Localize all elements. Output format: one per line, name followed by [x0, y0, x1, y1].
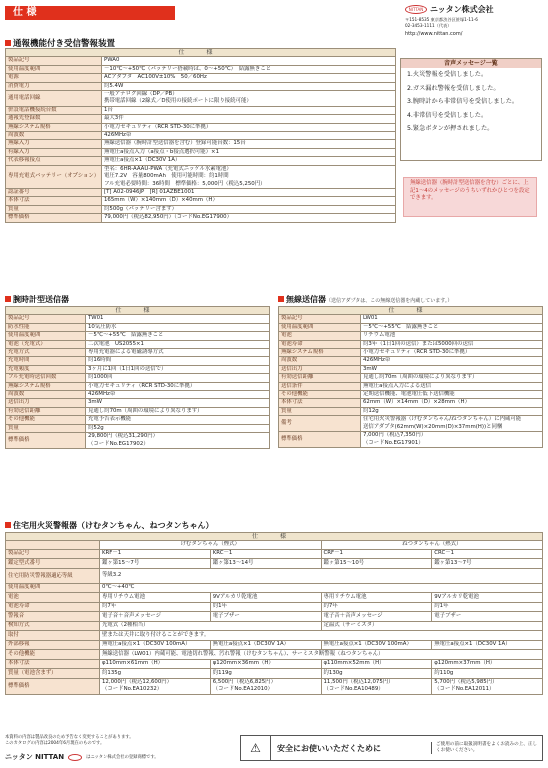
company-address-2: 02-3453-1111（代表） — [405, 23, 452, 28]
spec1-value: 約5.4W — [102, 82, 396, 90]
alarm-spec-value: CRC－1 — [432, 549, 543, 559]
alarm-spec-label: 取付 — [6, 631, 100, 641]
spec2-value: 3mW — [86, 399, 270, 407]
spec1-row — [6, 74, 396, 82]
alarm-spec-value: φ120mm×37mm（H） — [432, 659, 543, 669]
spec2-label: フル充電時送信回数 — [6, 374, 86, 382]
alarm-spec-value: 等級3.2 — [100, 568, 543, 583]
alarm-spec-label: 使用温度範囲 — [6, 583, 100, 593]
alarm-spec-value: 壁または天井に取り付けることができます。 — [100, 631, 543, 641]
spec1-value: 165mm（W）×140mm（D）×40mm（H） — [102, 197, 396, 205]
group-header-smoke: けむタンちゃん（煙式） — [100, 541, 322, 549]
spec2-row — [6, 391, 270, 399]
alarm-spec-value: 約130g — [321, 669, 432, 679]
alarm-spec-value: 約135g — [100, 669, 211, 679]
spec3-row — [279, 432, 543, 448]
alarm-spec-label: 本体寸法 — [6, 659, 100, 669]
spec3-label: 無線システム規格 — [279, 349, 361, 357]
spec2-label: その他機能 — [6, 416, 86, 424]
spec2-value: 充電予告表示機能 — [86, 416, 270, 424]
spec2-label: 送信出力 — [6, 399, 86, 407]
spec3-row — [279, 399, 543, 407]
spec1-label: 周波数 — [6, 132, 102, 140]
spec3-value: 定期送信機能、電池電圧低下送信機能 — [361, 391, 543, 399]
spec1-row — [6, 188, 396, 196]
alarm-spec-value: KRC－1 — [210, 549, 321, 559]
spec2-label: 充電方式 — [6, 349, 86, 357]
spec3-label: 使用温度範囲 — [279, 323, 361, 331]
spec1-value: 無電圧a接点入力（a接点・b接点選択可能）×1 — [102, 148, 396, 156]
spec3-label: 周波数 — [279, 357, 361, 365]
alarm-spec-value: 無電圧a接点×1（DC30V 100mA） — [100, 640, 211, 650]
section3-table-header: 仕 様 — [279, 307, 543, 315]
spec2-label: 防水性能 — [6, 323, 86, 331]
spec2-value: 見通し約70m（周囲の環境により異なります） — [86, 407, 270, 415]
alarm-spec-value: 鑑ヶ第13～7号 — [432, 559, 543, 569]
alarm-spec-value: φ120mm×36mm（H） — [210, 659, 321, 669]
alarm-spec-value: KRF－1 — [100, 549, 211, 559]
alarm-spec-label: 質量（電池含まず） — [6, 669, 100, 679]
alarm-spec-value: 9Vアルカリ乾電池 — [210, 593, 321, 603]
alarm-spec-value: φ110mm×61mm（H） — [100, 659, 211, 669]
spec1-value: 小電力セキュリティ（RCR STD-30に準拠） — [102, 123, 396, 131]
spec2-row — [6, 315, 270, 323]
voice-message-item: 2.ガス漏れ警報を受信しました。 — [407, 84, 500, 92]
safety-title: 安全にお使いいただくために — [277, 743, 381, 753]
footer-note-1: 本資料の内容は製品改良のため予告なく変更することがあります。 — [5, 735, 134, 740]
alarm-spec-label: 電池寿命 — [6, 602, 100, 612]
spec2-value: TW01 — [86, 315, 270, 323]
spec1-row — [6, 197, 396, 205]
spec1-row — [6, 82, 396, 90]
spec3-label: 電池寿命 — [279, 340, 361, 348]
spec3-row — [279, 349, 543, 357]
section3-subtitle: （送信アダプタは、この無線送信器を内蔵しています。） — [326, 298, 453, 304]
spec3-row — [279, 407, 543, 415]
spec3-value: 約12g — [361, 407, 543, 415]
footer-note-2: このカタログの内容は2004年6月現在のものです。 — [5, 740, 105, 746]
spec1-row — [6, 115, 396, 123]
spec1-value: 無線送信器（腕時計型送信器を含む）登録可能台数：15台 — [102, 140, 396, 148]
spec2-row — [6, 365, 270, 373]
alarm-spec-value: φ110mm×52mm（H） — [321, 659, 432, 669]
safety-warning-icon: ⚠ — [241, 736, 271, 760]
company-logo-icon: NITTAN — [405, 5, 427, 14]
spec2-label: 周波数 — [6, 391, 86, 399]
spec1-value: 一般アナログ回線（DP／PB） 携帯電話回線（2線式／D使用の接続ポートに限り接続可能） — [102, 91, 396, 107]
section2-table-header: 仕 様 — [6, 307, 270, 315]
alarm-spec-row — [6, 678, 543, 694]
alarm-spec-value: 約119g — [210, 669, 321, 679]
group-header-heat: ねつタンちゃん（熱式） — [321, 541, 543, 549]
spec3-row — [279, 332, 543, 340]
spec1-label: 質量 — [6, 205, 102, 213]
section4-title: 住宅用火災警報器（けむタンちゃん、ねつタンちゃん） — [5, 520, 213, 531]
spec3-label: 備考 — [279, 416, 361, 432]
nittan-logo: ニッタン NITTAN — [5, 753, 65, 761]
nittan-mark-icon — [68, 754, 82, 761]
spec3-value: 426MHz帯 — [361, 357, 543, 365]
spec1-row — [6, 148, 396, 156]
safety-box — [240, 735, 543, 761]
spec2-label: 標準価格 — [6, 433, 86, 449]
spec1-label: 有線入力 — [6, 148, 102, 156]
alarm-spec-value: 専用リチウム電池 — [100, 593, 211, 603]
spec1-row — [6, 165, 396, 188]
message-list-title: 音声メッセージ一覧 — [401, 59, 541, 68]
alarm-spec-value: 6,500円（税込6,825円） （コードNo.EA12010） — [210, 678, 321, 694]
footer-logo-note: はニッタン株式会社の登録商標です。 — [86, 755, 159, 760]
alarm-spec-value: 5,700円（税込5,985円） （コードNo.EA12011） — [432, 678, 543, 694]
alarm-spec-value: CRF－1 — [321, 549, 432, 559]
alarm-spec-value: 電子ブザー — [210, 612, 321, 622]
spec2-value: 約16時間 — [86, 357, 270, 365]
alarm-spec-value: 12,000円（税込12,600円） （コードNo.EA10232） — [100, 678, 211, 694]
spec3-row — [279, 315, 543, 323]
spec2-label: 製品記号 — [6, 315, 86, 323]
spec2-value: －5℃～+55℃ 結露無きこと — [86, 332, 270, 340]
spec1-row — [6, 157, 396, 165]
alarm-spec-row — [6, 549, 543, 559]
spec2-row — [6, 349, 270, 357]
alarm-spec-label: 電池 — [6, 593, 100, 603]
page-title: 仕 様 — [13, 7, 37, 18]
alarm-spec-value: 専用リチウム電池 — [321, 593, 432, 603]
spec2-row — [6, 433, 270, 449]
spec3-value: －5℃～+55℃ 結露無きこと — [361, 323, 543, 331]
footer-notes — [5, 735, 230, 746]
spec1-row — [6, 123, 396, 131]
spec1-label: 標準価格 — [6, 214, 102, 222]
spec2-label: 無線システム規格 — [6, 382, 86, 390]
spec1-row — [6, 132, 396, 140]
spec1-row — [6, 57, 396, 65]
spec1-value: 最大3件 — [102, 115, 396, 123]
alarm-spec-label: 鑑定型式番号 — [6, 559, 100, 569]
spec3-label: 送信条件 — [279, 382, 361, 390]
spec3-label: 標準価格 — [279, 432, 361, 448]
spec1-value: 約500g（バッテリー含まず） — [102, 205, 396, 213]
spec2-value: 二次電池 US2055×1 — [86, 340, 270, 348]
alarm-spec-row — [6, 621, 543, 631]
safety-note: ご使用の前に取扱説明書をよくお読みの上、正しくお使いください。 — [431, 742, 542, 754]
spec3-value: 約3年（1日1回の送信）または5000回の送信 — [361, 340, 543, 348]
spec2-row — [6, 399, 270, 407]
spec1-label: 電源 — [6, 74, 102, 82]
spec3-row — [279, 357, 543, 365]
section3-table — [278, 306, 543, 448]
spec3-value: 62mm（W）×14mm（D）×28mm（H） — [361, 399, 543, 407]
section4-table-header: 仕 様 — [6, 533, 543, 541]
section3-title: 無線送信器（送信アダプタは、この無線送信器を内蔵しています。） — [278, 294, 452, 305]
spec2-label: 充電頻度 — [6, 365, 86, 373]
bullet-square-icon — [5, 296, 11, 302]
alarm-spec-row — [6, 659, 543, 669]
spec3-row — [279, 374, 543, 382]
spec3-label: 本体寸法 — [279, 399, 361, 407]
alarm-spec-row — [6, 612, 543, 622]
alarm-spec-value: 約1年 — [210, 602, 321, 612]
spec2-row — [6, 332, 270, 340]
alarm-spec-value: 0℃～+40℃ — [100, 583, 543, 593]
spec3-label: 製品記号 — [279, 315, 361, 323]
spec1-label: 消費電力 — [6, 82, 102, 90]
voice-message-item: 5.緊急ボタンが押されました。 — [407, 125, 494, 132]
spec1-label: 専用充電式バッテリー（オプション） — [6, 165, 102, 188]
alarm-spec-value: 約7年 — [321, 602, 432, 612]
spec2-row — [6, 424, 270, 432]
spec1-value: 426MHz帯 — [102, 132, 396, 140]
spec1-row — [6, 140, 396, 148]
spec1-label: 代表移報接点 — [6, 157, 102, 165]
alarm-spec-value: 電子音＋音声メッセージ — [100, 612, 211, 622]
spec3-row — [279, 382, 543, 390]
spec1-label: 通報先登録数 — [6, 115, 102, 123]
spec1-label: 併設電話機接続台数 — [6, 106, 102, 114]
spec1-label: 無線入力 — [6, 140, 102, 148]
alarm-spec-value: 定温式（サーミスタ） — [321, 621, 543, 631]
spec1-label: 製品記号 — [6, 57, 102, 65]
section2-table — [5, 306, 270, 449]
spec2-row — [6, 416, 270, 424]
spec1-label: 認証番号 — [6, 188, 102, 196]
voice-message-item: 3.腕時計から非常信号を受信しました。 — [407, 98, 519, 105]
alarm-spec-value: 約7年 — [100, 602, 211, 612]
spec1-row — [6, 106, 396, 114]
message-list-box — [400, 58, 542, 161]
spec2-value: 426MHz帯 — [86, 391, 270, 399]
spec1-label: 無線システム規格 — [6, 123, 102, 131]
spec1-row — [6, 65, 396, 73]
alarm-spec-value: 11,500円（税込12,075円） （コードNo.EA10489） — [321, 678, 432, 694]
spec2-label: 質量 — [6, 424, 86, 432]
page-title-bar — [5, 6, 175, 20]
section1-table-header: 仕 様 — [6, 49, 396, 57]
spec1-value: 1台 — [102, 106, 396, 114]
spec3-value: 小電力セキュリティ（RCR STD-30に準拠） — [361, 349, 543, 357]
spec3-label: 電池 — [279, 332, 361, 340]
voice-message-item: 1.火災警報を受信しました。 — [407, 71, 488, 78]
spec3-value: 住宅用火災警報器（けむタンちゃん/ねつタンちゃん）に内蔵可能 送信アダプタ(62mm(W)×20mm(D)×37mm(H))と同梱 — [361, 416, 543, 432]
company-block — [405, 4, 545, 37]
bullet-square-icon — [278, 296, 284, 302]
spec2-row — [6, 374, 270, 382]
alarm-spec-row — [6, 631, 543, 641]
alarm-spec-label: 製品記号 — [6, 549, 100, 559]
spec1-value: [T] A02-0946JP [R] 01AZBE1001 — [102, 188, 396, 196]
spec1-label: 使用温度範囲 — [6, 65, 102, 73]
spec3-row — [279, 323, 543, 331]
alarm-spec-row — [6, 669, 543, 679]
spec2-value: 小電力セキュリティ（RCR STD-30に準拠） — [86, 382, 270, 390]
spec1-label: 通用電話回線 — [6, 91, 102, 107]
alarm-spec-value: 約110g — [432, 669, 543, 679]
spec1-value: ACアダプタ AC100V±10% 50／60Hz — [102, 74, 396, 82]
spec1-value: PWA0 — [102, 57, 396, 65]
spec2-value: 3ヶ月に1回（1日1回の送信で） — [86, 365, 270, 373]
spec1-row — [6, 214, 396, 222]
spec2-value: 約52g — [86, 424, 270, 432]
spec3-label: 送信出力 — [279, 365, 361, 373]
alarm-spec-row — [6, 640, 543, 650]
footer-logo — [5, 752, 159, 762]
spec2-label: 使用温度範囲 — [6, 332, 86, 340]
spec2-label: 有効送信距離 — [6, 407, 86, 415]
alarm-spec-label: 警報音 — [6, 612, 100, 622]
spec2-row — [6, 407, 270, 415]
alarm-spec-value: 鑑ヶ第15～10号 — [321, 559, 432, 569]
spec3-row — [279, 416, 543, 432]
bullet-square-icon — [5, 522, 11, 528]
voice-message-item: 4.非常信号を受信しました。 — [407, 111, 488, 119]
spec3-value: リチウム電池 — [361, 332, 543, 340]
alarm-spec-value: 無電圧a接点×1（DC30V 1A） — [210, 640, 321, 650]
section4-table — [5, 532, 543, 695]
spec2-label: 充電時間 — [6, 357, 86, 365]
spec3-value: 見通し約70m（周囲の環境により異なります） — [361, 374, 543, 382]
section1-title: 通報機能付き受信警報装置 — [5, 37, 115, 49]
alarm-spec-value: 光電式（2種相当） — [100, 621, 322, 631]
alarm-spec-value: 鑑ヶ第13～14号 — [210, 559, 321, 569]
alarm-spec-label: 外部移報 — [6, 640, 100, 650]
company-url[interactable]: http://www.nittan.com/ — [405, 31, 463, 37]
spec1-value: 型名：6HR-AAAU-PWA（充電式ニッケル水素電池） 電圧7.2V 容量800mAh 使用可能時間：約1時間 フル充電必要時間：36時間 標準価格：5,000円（税込5,250円） — [102, 165, 396, 188]
alarm-spec-label: 標準価格 — [6, 678, 100, 694]
alarm-spec-value: 9Vアルカリ乾電池 — [432, 593, 543, 603]
spec3-row — [279, 365, 543, 373]
alarm-spec-row — [6, 559, 543, 569]
spec1-row — [6, 91, 396, 107]
spec2-label: 電池（充電式） — [6, 340, 86, 348]
section2-title: 腕時計型送信器 — [5, 294, 69, 305]
alarm-spec-row — [6, 602, 543, 612]
spec1-value: －10℃～+50℃（バッテリー搭載時は、0～+50℃） 結露無きこと — [102, 65, 396, 73]
alarm-spec-value: 無電圧a接点×1（DC30V 1A） — [432, 640, 543, 650]
spec3-row — [279, 391, 543, 399]
alarm-spec-value: 約1年 — [432, 602, 543, 612]
spec3-label: 質量 — [279, 407, 361, 415]
spec3-label: その他機能 — [279, 391, 361, 399]
alarm-spec-row — [6, 650, 543, 660]
spec3-value: 3mW — [361, 365, 543, 373]
spec2-value: 約1000回 — [86, 374, 270, 382]
alarm-spec-row — [6, 593, 543, 603]
alarm-spec-row — [6, 568, 543, 583]
spec3-value: LW01 — [361, 315, 543, 323]
spec1-value: 79,000円（税込82,950円）（コードNo.EG17900） — [102, 214, 396, 222]
message-note: 無線送信器（腕時計型送信器を含む）ごとに、上記1～4のメッセージのうちいずれかひとつを設定できます。 — [403, 177, 537, 217]
alarm-spec-value: 無電圧a接点×1（DC30V 100mA） — [321, 640, 432, 650]
alarm-spec-value: 電子音＋音声メッセージ — [321, 612, 432, 622]
alarm-spec-label: 住宅用防災警報器適応等級 — [6, 568, 100, 583]
alarm-spec-row — [6, 583, 543, 593]
alarm-spec-value: 鑑ヶ第15～7号 — [100, 559, 211, 569]
spec1-row — [6, 205, 396, 213]
spec3-row — [279, 340, 543, 348]
alarm-spec-value: 無線送信器（LW01）内蔵可能、電池切れ警報、汚れ警報（けむタンちゃん）、サーミスタ断警報（ねつタンちゃん） — [100, 650, 543, 660]
spec2-value: 29,800円（税込31,290円） （コードNo.EG17902） — [86, 433, 270, 449]
spec2-row — [6, 357, 270, 365]
spec3-value: 7,000円（税込7,350円） （コードNo.EG17901） — [361, 432, 543, 448]
spec2-row — [6, 340, 270, 348]
spec1-label: 本体寸法 — [6, 197, 102, 205]
company-name: ニッタン株式会社 — [430, 5, 494, 14]
bullet-square-icon — [5, 40, 11, 46]
company-address-1: 〒151-8535 東京都渋谷区笹塚1-11-6 — [405, 17, 478, 22]
alarm-spec-value: 電子ブザー — [432, 612, 543, 622]
section1-table — [5, 48, 396, 223]
alarm-spec-label: 検知方式 — [6, 621, 100, 631]
spec3-value: 無電圧a接点入力による送信 — [361, 382, 543, 390]
alarm-spec-label: その他機能 — [6, 650, 100, 660]
spec2-value: 10気圧防水 — [86, 323, 270, 331]
spec3-label: 有効送信距離 — [279, 374, 361, 382]
spec1-value: 無電圧a接点×1（DC30V 1A） — [102, 157, 396, 165]
spec2-row — [6, 323, 270, 331]
spec2-row — [6, 382, 270, 390]
spec2-value: 専用充電器による電磁誘導方式 — [86, 349, 270, 357]
